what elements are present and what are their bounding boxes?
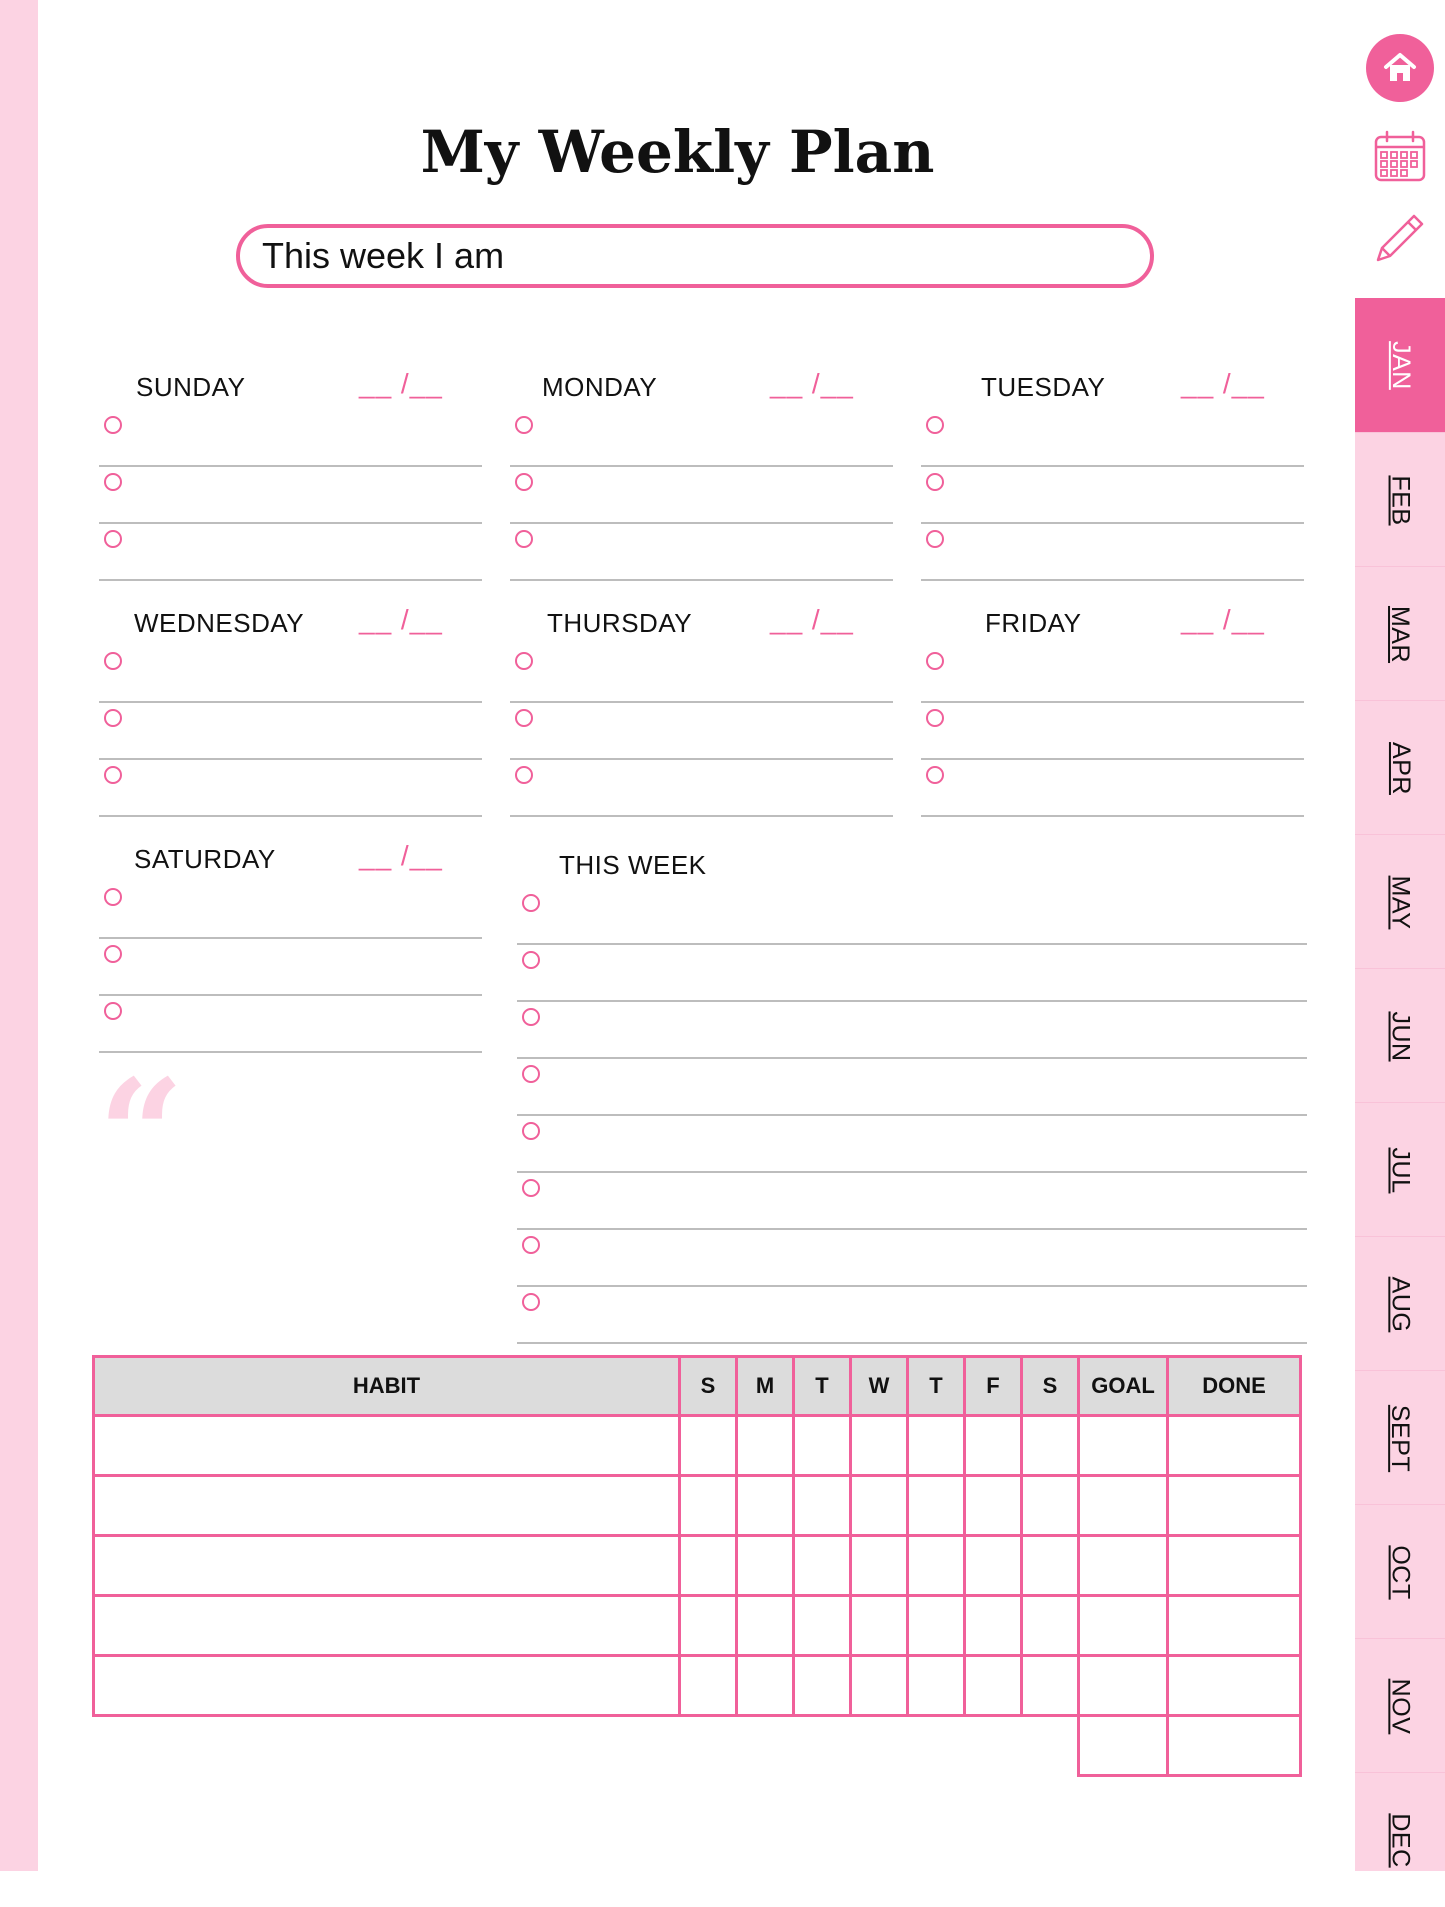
habit-name-cell[interactable] — [94, 1656, 680, 1716]
task-checkbox[interactable] — [104, 709, 122, 727]
this-week-task-row[interactable] — [517, 1002, 1307, 1059]
task-row[interactable] — [510, 646, 893, 703]
task-row[interactable] — [99, 646, 482, 703]
habit-check-cell[interactable] — [1079, 1476, 1168, 1536]
habit-check-cell[interactable] — [1022, 1656, 1079, 1716]
month-tab-label: APR — [1386, 741, 1415, 795]
habit-row — [94, 1416, 1301, 1476]
home-icon — [1366, 34, 1434, 102]
spacer-cell — [794, 1716, 851, 1776]
habit-check-cell[interactable] — [1168, 1476, 1301, 1536]
month-tab-label: MAR — [1386, 605, 1415, 663]
task-checkbox[interactable] — [104, 416, 122, 434]
this-week-task-row[interactable] — [517, 1173, 1307, 1230]
habit-check-cell[interactable] — [794, 1656, 851, 1716]
date-blank[interactable]: __ /__ — [1181, 368, 1265, 399]
task-row[interactable] — [921, 410, 1304, 467]
habit-check-cell[interactable] — [851, 1416, 908, 1476]
habit-row — [94, 1476, 1301, 1536]
this-week-task-row[interactable] — [517, 1287, 1307, 1344]
habit-check-cell[interactable] — [851, 1656, 908, 1716]
habit-check-cell[interactable] — [1079, 1416, 1168, 1476]
habit-tracker-table — [92, 1355, 1302, 1777]
day-header — [921, 362, 1304, 410]
month-tab-label: AUG — [1386, 1276, 1415, 1332]
day-header — [99, 362, 482, 410]
calendar-icon — [1372, 128, 1428, 184]
notes-button[interactable] — [1362, 206, 1438, 270]
habit-column-header: T — [908, 1357, 965, 1416]
habit-check-cell[interactable] — [1079, 1596, 1168, 1656]
habit-column-header: F — [965, 1357, 1022, 1416]
day-block-wednesday — [99, 598, 482, 817]
date-blank[interactable]: __ /__ — [359, 368, 443, 399]
task-checkbox[interactable] — [926, 473, 944, 491]
intention-label: This week I am — [262, 235, 505, 276]
day-name: MONDAY — [542, 372, 658, 402]
habit-check-cell[interactable] — [1022, 1596, 1079, 1656]
habit-check-cell[interactable] — [851, 1596, 908, 1656]
habit-check-cell[interactable] — [737, 1476, 794, 1536]
habit-check-cell[interactable] — [851, 1476, 908, 1536]
spacer-cell — [908, 1716, 965, 1776]
month-tab-nov[interactable] — [1355, 1638, 1445, 1773]
habit-check-cell[interactable] — [680, 1536, 737, 1596]
goal-total-cell[interactable] — [1079, 1716, 1168, 1776]
day-name: SATURDAY — [134, 844, 276, 874]
month-tab-oct[interactable] — [1355, 1504, 1445, 1639]
habit-column-header: HABIT — [94, 1357, 680, 1416]
task-checkbox[interactable] — [522, 1293, 540, 1311]
intention-field[interactable] — [236, 224, 1154, 288]
task-row[interactable] — [99, 467, 482, 524]
habit-column-header: GOAL — [1079, 1357, 1168, 1416]
day-block-sunday — [99, 362, 482, 581]
habit-check-cell[interactable] — [1022, 1416, 1079, 1476]
spacer-cell — [965, 1716, 1022, 1776]
task-row[interactable] — [510, 467, 893, 524]
task-row[interactable] — [99, 996, 482, 1053]
habit-check-cell[interactable] — [737, 1656, 794, 1716]
task-row[interactable] — [921, 646, 1304, 703]
habit-check-cell[interactable] — [908, 1656, 965, 1716]
this-week-section — [517, 840, 1307, 1344]
month-tab-label: JAN — [1386, 340, 1415, 390]
task-row[interactable] — [99, 703, 482, 760]
task-row[interactable] — [99, 524, 482, 581]
spacer-cell — [737, 1716, 794, 1776]
day-block-thursday — [510, 598, 893, 817]
month-tab-label: FEB — [1386, 474, 1415, 526]
spacer-cell — [851, 1716, 908, 1776]
task-row[interactable] — [510, 410, 893, 467]
task-checkbox[interactable] — [926, 766, 944, 784]
day-name: SUNDAY — [136, 372, 246, 402]
day-header — [99, 598, 482, 646]
day-header — [510, 362, 893, 410]
month-tab-sept[interactable] — [1355, 1370, 1445, 1505]
habit-check-cell[interactable] — [1079, 1536, 1168, 1596]
habit-check-cell[interactable] — [794, 1536, 851, 1596]
habit-check-cell[interactable] — [680, 1596, 737, 1656]
habit-check-cell[interactable] — [908, 1476, 965, 1536]
habit-check-cell[interactable] — [1022, 1476, 1079, 1536]
task-checkbox[interactable] — [515, 473, 533, 491]
habit-check-cell[interactable] — [794, 1596, 851, 1656]
month-tab-label: DEC — [1386, 1812, 1415, 1868]
habit-column-header: S — [1022, 1357, 1079, 1416]
habit-check-cell[interactable] — [851, 1536, 908, 1596]
date-blank[interactable]: __ /__ — [359, 840, 443, 871]
month-tab-jun[interactable] — [1355, 968, 1445, 1103]
month-tab-label: MAY — [1386, 875, 1415, 929]
task-row[interactable] — [510, 760, 893, 817]
task-row[interactable] — [510, 524, 893, 581]
habit-check-cell[interactable] — [680, 1656, 737, 1716]
habit-row — [94, 1536, 1301, 1596]
month-tab-dec[interactable] — [1355, 1772, 1445, 1907]
day-header — [510, 598, 893, 646]
task-checkbox[interactable] — [926, 530, 944, 548]
day-name: WEDNESDAY — [134, 608, 305, 638]
habit-check-cell[interactable] — [1168, 1416, 1301, 1476]
page-title: My Weekly Plan — [420, 118, 935, 186]
month-tab-apr[interactable] — [1355, 700, 1445, 835]
habit-row — [94, 1596, 1301, 1656]
month-tab-jul[interactable] — [1355, 1102, 1445, 1237]
month-tab-label: OCT — [1386, 1544, 1415, 1600]
habit-check-cell[interactable] — [965, 1416, 1022, 1476]
month-tab-may[interactable] — [1355, 834, 1445, 969]
habit-name-cell[interactable] — [94, 1476, 680, 1536]
this-week-task-row[interactable] — [517, 888, 1307, 945]
left-decorative-strip — [0, 0, 38, 1871]
task-checkbox[interactable] — [522, 1179, 540, 1197]
habit-check-cell[interactable] — [737, 1596, 794, 1656]
habit-check-cell[interactable] — [680, 1476, 737, 1536]
spacer-cell — [1022, 1716, 1079, 1776]
this-week-task-row[interactable] — [517, 1116, 1307, 1173]
habit-name-cell[interactable] — [94, 1596, 680, 1656]
month-tab-label: SEPT — [1386, 1404, 1415, 1472]
spacer-cell — [680, 1716, 737, 1776]
day-name: TUESDAY — [981, 372, 1106, 402]
task-checkbox[interactable] — [515, 530, 533, 548]
habit-check-cell[interactable] — [737, 1536, 794, 1596]
habit-check-cell[interactable] — [965, 1596, 1022, 1656]
task-checkbox[interactable] — [522, 1122, 540, 1140]
task-checkbox[interactable] — [926, 416, 944, 434]
habit-check-cell[interactable] — [737, 1416, 794, 1476]
month-tab-aug[interactable] — [1355, 1236, 1445, 1371]
habit-check-cell[interactable] — [908, 1416, 965, 1476]
task-row[interactable] — [921, 524, 1304, 581]
this-week-task-row[interactable] — [517, 1230, 1307, 1287]
day-header — [921, 598, 1304, 646]
day-header — [99, 834, 482, 882]
habit-check-cell[interactable] — [1168, 1656, 1301, 1716]
habit-column-header: DONE — [1168, 1357, 1301, 1416]
habit-check-cell[interactable] — [1079, 1656, 1168, 1716]
month-tab-label: NOV — [1386, 1678, 1415, 1734]
day-block-saturday — [99, 834, 482, 1053]
habit-check-cell[interactable] — [680, 1416, 737, 1476]
habit-column-header: W — [851, 1357, 908, 1416]
task-checkbox[interactable] — [104, 766, 122, 784]
habit-name-cell[interactable] — [94, 1416, 680, 1476]
home-button[interactable] — [1362, 36, 1438, 100]
day-block-tuesday — [921, 362, 1304, 581]
month-tab-feb[interactable] — [1355, 432, 1445, 567]
pencil-icon — [1370, 208, 1430, 268]
date-blank[interactable]: __ /__ — [770, 604, 854, 635]
habit-check-cell[interactable] — [908, 1536, 965, 1596]
habit-check-cell[interactable] — [965, 1476, 1022, 1536]
month-tab-label: JUN — [1386, 1010, 1415, 1062]
task-row[interactable] — [99, 939, 482, 996]
task-checkbox[interactable] — [104, 945, 122, 963]
spacer-cell — [94, 1716, 680, 1776]
task-checkbox[interactable] — [104, 1002, 122, 1020]
quote-icon: “ — [98, 1047, 185, 1223]
habit-check-cell[interactable] — [1168, 1536, 1301, 1596]
task-row[interactable] — [99, 882, 482, 939]
this-week-task-row[interactable] — [517, 1059, 1307, 1116]
habit-check-cell[interactable] — [1022, 1536, 1079, 1596]
day-block-monday — [510, 362, 893, 581]
task-checkbox[interactable] — [104, 888, 122, 906]
task-checkbox[interactable] — [522, 1065, 540, 1083]
task-checkbox[interactable] — [522, 951, 540, 969]
habit-check-cell[interactable] — [794, 1476, 851, 1536]
month-tab-jan[interactable] — [1355, 298, 1445, 432]
habit-check-cell[interactable] — [908, 1596, 965, 1656]
date-blank[interactable]: __ /__ — [359, 604, 443, 635]
habit-column-header: S — [680, 1357, 737, 1416]
habit-total-row — [94, 1716, 1301, 1776]
this-week-label: THIS WEEK — [559, 850, 707, 880]
task-checkbox[interactable] — [104, 473, 122, 491]
task-checkbox[interactable] — [104, 652, 122, 670]
task-row[interactable] — [99, 410, 482, 467]
day-name: THURSDAY — [547, 608, 693, 638]
habit-check-cell[interactable] — [965, 1536, 1022, 1596]
task-checkbox[interactable] — [926, 709, 944, 727]
task-checkbox[interactable] — [522, 1236, 540, 1254]
habit-column-header: M — [737, 1357, 794, 1416]
date-blank[interactable]: __ /__ — [1181, 604, 1265, 635]
task-checkbox[interactable] — [515, 416, 533, 434]
month-tab-label: JUL — [1386, 1147, 1415, 1193]
task-checkbox[interactable] — [515, 766, 533, 784]
habit-check-cell[interactable] — [1168, 1596, 1301, 1656]
task-checkbox[interactable] — [104, 530, 122, 548]
day-block-friday — [921, 598, 1304, 817]
task-checkbox[interactable] — [515, 709, 533, 727]
habit-check-cell[interactable] — [965, 1656, 1022, 1716]
task-checkbox[interactable] — [522, 894, 540, 912]
task-row[interactable] — [921, 760, 1304, 817]
task-row[interactable] — [510, 703, 893, 760]
task-row[interactable] — [921, 467, 1304, 524]
task-row[interactable] — [99, 760, 482, 817]
task-checkbox[interactable] — [926, 652, 944, 670]
day-name: FRIDAY — [985, 608, 1082, 638]
habit-row — [94, 1656, 1301, 1716]
calendar-button[interactable] — [1362, 124, 1438, 188]
habit-check-cell[interactable] — [794, 1416, 851, 1476]
date-blank[interactable]: __ /__ — [770, 368, 854, 399]
habit-column-header: T — [794, 1357, 851, 1416]
month-tab-mar[interactable] — [1355, 566, 1445, 701]
habit-name-cell[interactable] — [94, 1536, 680, 1596]
done-total-cell[interactable] — [1168, 1716, 1301, 1776]
task-checkbox[interactable] — [515, 652, 533, 670]
this-week-task-row[interactable] — [517, 945, 1307, 1002]
task-row[interactable] — [921, 703, 1304, 760]
task-checkbox[interactable] — [522, 1008, 540, 1026]
